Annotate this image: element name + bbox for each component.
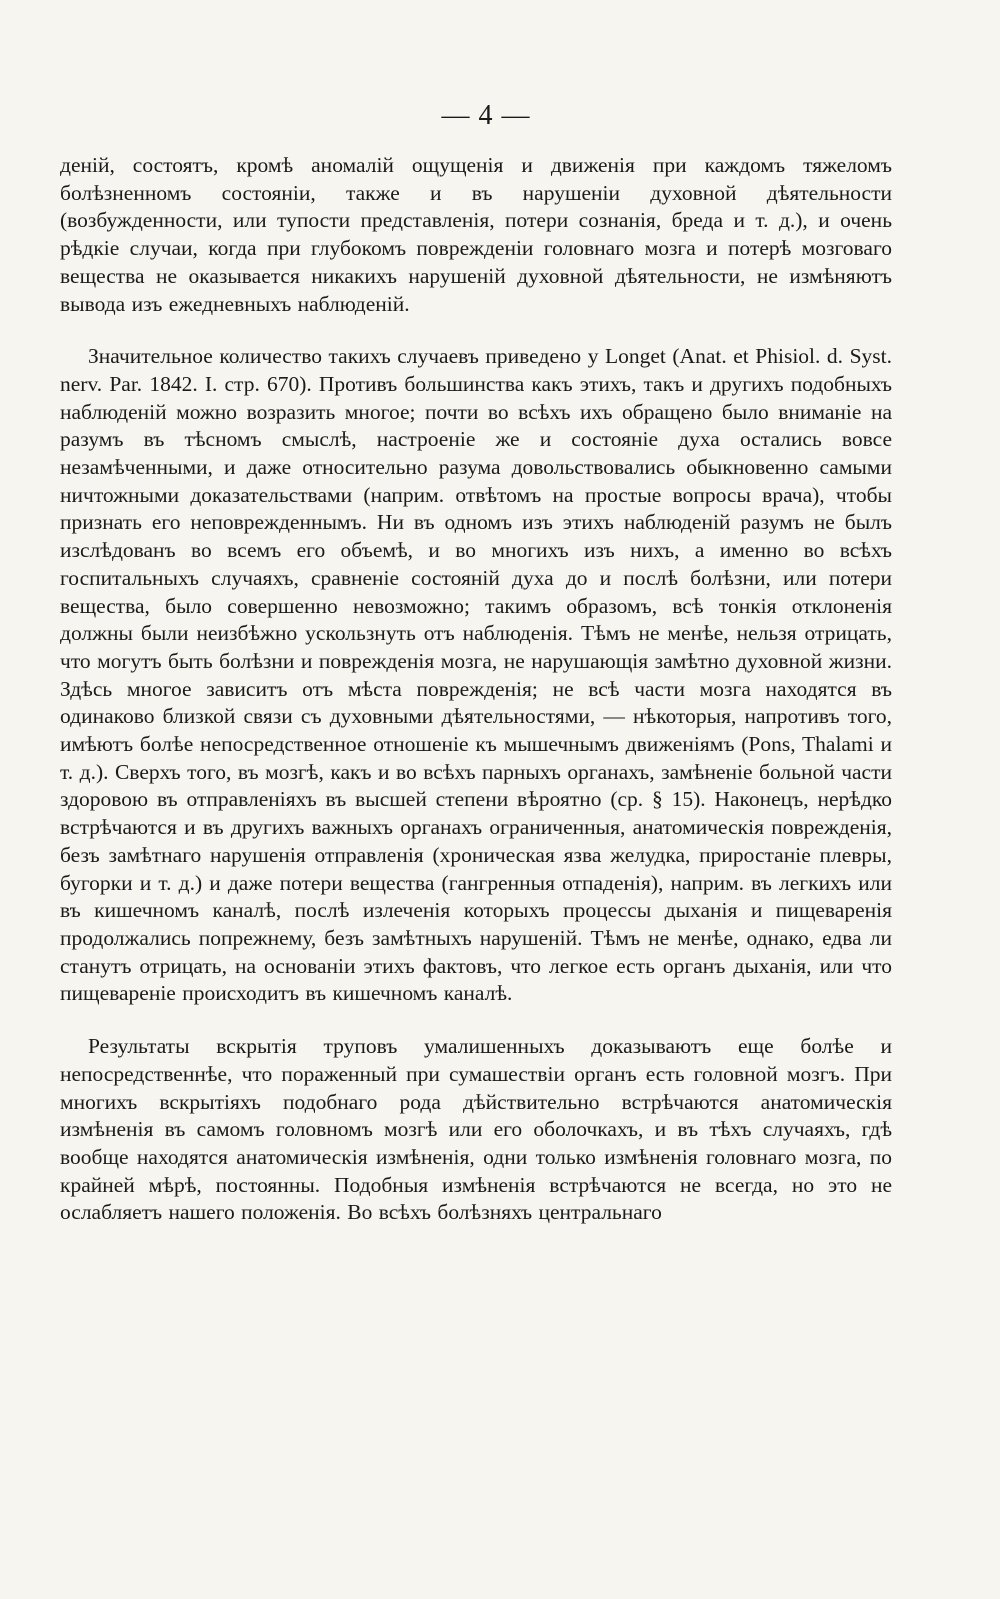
paragraph-autopsy-results: [60, 1033, 892, 1227]
page-number: — 4 —: [441, 100, 531, 131]
paragraph-text: деній, состоятъ, кромѣ аномалій ощущенія и движенія при каждомъ тяжеломъ болѣзненномъ состояніи, также и въ нарушеніи духовной дѣятельности (возбужденности, или тупости представленія, потери сознанія, бреда и т. д.), и очень рѣдкіе случаи, когда при глубокомъ поврежденіи головнаго мозга и потерѣ мозговаго вещества не оказывается никакихъ нарушеній духовной дѣятельности, не измѣняютъ вывода изъ ежедневныхъ наблюденій.: [60, 153, 892, 316]
paragraph-longet-cases: [60, 343, 892, 1008]
paragraph-continuation: [60, 152, 892, 318]
paragraph-text: Значительное количество такихъ случаевъ приведено у Longet (Anat. et Phisiol. d. Syst. nerv. Par. 1842. I. стр. 670). Противъ большинства какъ этихъ, такъ и другихъ подобныхъ наблюденій можно возразить многое; почти во всѣхъ ихъ обращено было вниманіе на разумъ въ тѣсномъ смыслѣ, настроеніе же и состояніе духа остались вовсе незамѣченными, и даже относительно разума довольствовались обыкновенно самыми ничтожными доказательствами (наприм. отвѣтомъ на простые вопросы врача), чтобы признать его неповрежденнымъ. Ни въ одномъ изъ этихъ наблюденій разумъ не былъ изслѣдованъ во всемъ его объемѣ, и во многихъ изъ нихъ, а именно во всѣхъ госпитальныхъ случаяхъ, сравненіе состояній духа до и послѣ болѣзни, или потери вещества, было совершенно невозможно; такимъ образомъ, всѣ тонкія отклоненія должны были неизбѣжно ускользнуть отъ наблюденія. Тѣмъ не менѣе, нельзя отрицать, что могутъ быть болѣзни и поврежденія мозга, не нарушающія замѣтно духовной жизни. Здѣсь многое зависитъ отъ мѣста поврежденія; не всѣ части мозга находятся въ одинаково близкой связи съ духовными дѣятельностями, — нѣкоторыя, напротивъ того, имѣютъ болѣе непосредственное отношеніе къ мышечнымъ движеніямъ (Pons, Thalami и т. д.). Сверхъ того, въ мозгѣ, какъ и во всѣхъ парныхъ органахъ, замѣненіе больной части здоровою въ отправленіяхъ въ высшей степени вѣроятно (ср. § 15). Наконецъ, нерѣдко встрѣчаются и въ другихъ важныхъ органахъ ограниченныя, анатомическія поврежденія, безъ замѣтнаго нарушенія отправленія (хроническая язва желудка, приростаніе плевры, бугорки и т. д.) и даже потери вещества (гангренныя отпаденія), наприм. въ легкихъ или въ кишечномъ каналѣ, послѣ излеченія которыхъ процессы дыханія и пищеваренія продолжались попрежнему, безъ замѣтныхъ нарушеній. Тѣмъ не менѣе, однако, едва ли станутъ отрицать, на основаніи этихъ фактовъ, что легкое есть органъ дыханія, или что пищевареніе происходитъ въ кишечномъ каналѣ.: [60, 344, 892, 1006]
paragraph-text: Результаты вскрытія труповъ умалишенныхъ доказываютъ еще болѣе и непосредственнѣе, что пораженный при сумашествіи органъ есть головной мозгъ. При многихъ вскрытіяхъ подобнаго рода дѣйствительно встрѣчаются анатомическія измѣненія въ самомъ головномъ мозгѣ или его оболочкахъ, и въ тѣхъ случаяхъ, гдѣ вообще находятся анатомическія измѣненія, одни только измѣненія головнаго мозга, по крайней мѣрѣ, постоянны. Подобныя измѣненія встрѣчаются не всегда, но это не ослабляетъ нашего положенія. Во всѣхъ болѣзняхъ центральнаго: [60, 1034, 892, 1225]
